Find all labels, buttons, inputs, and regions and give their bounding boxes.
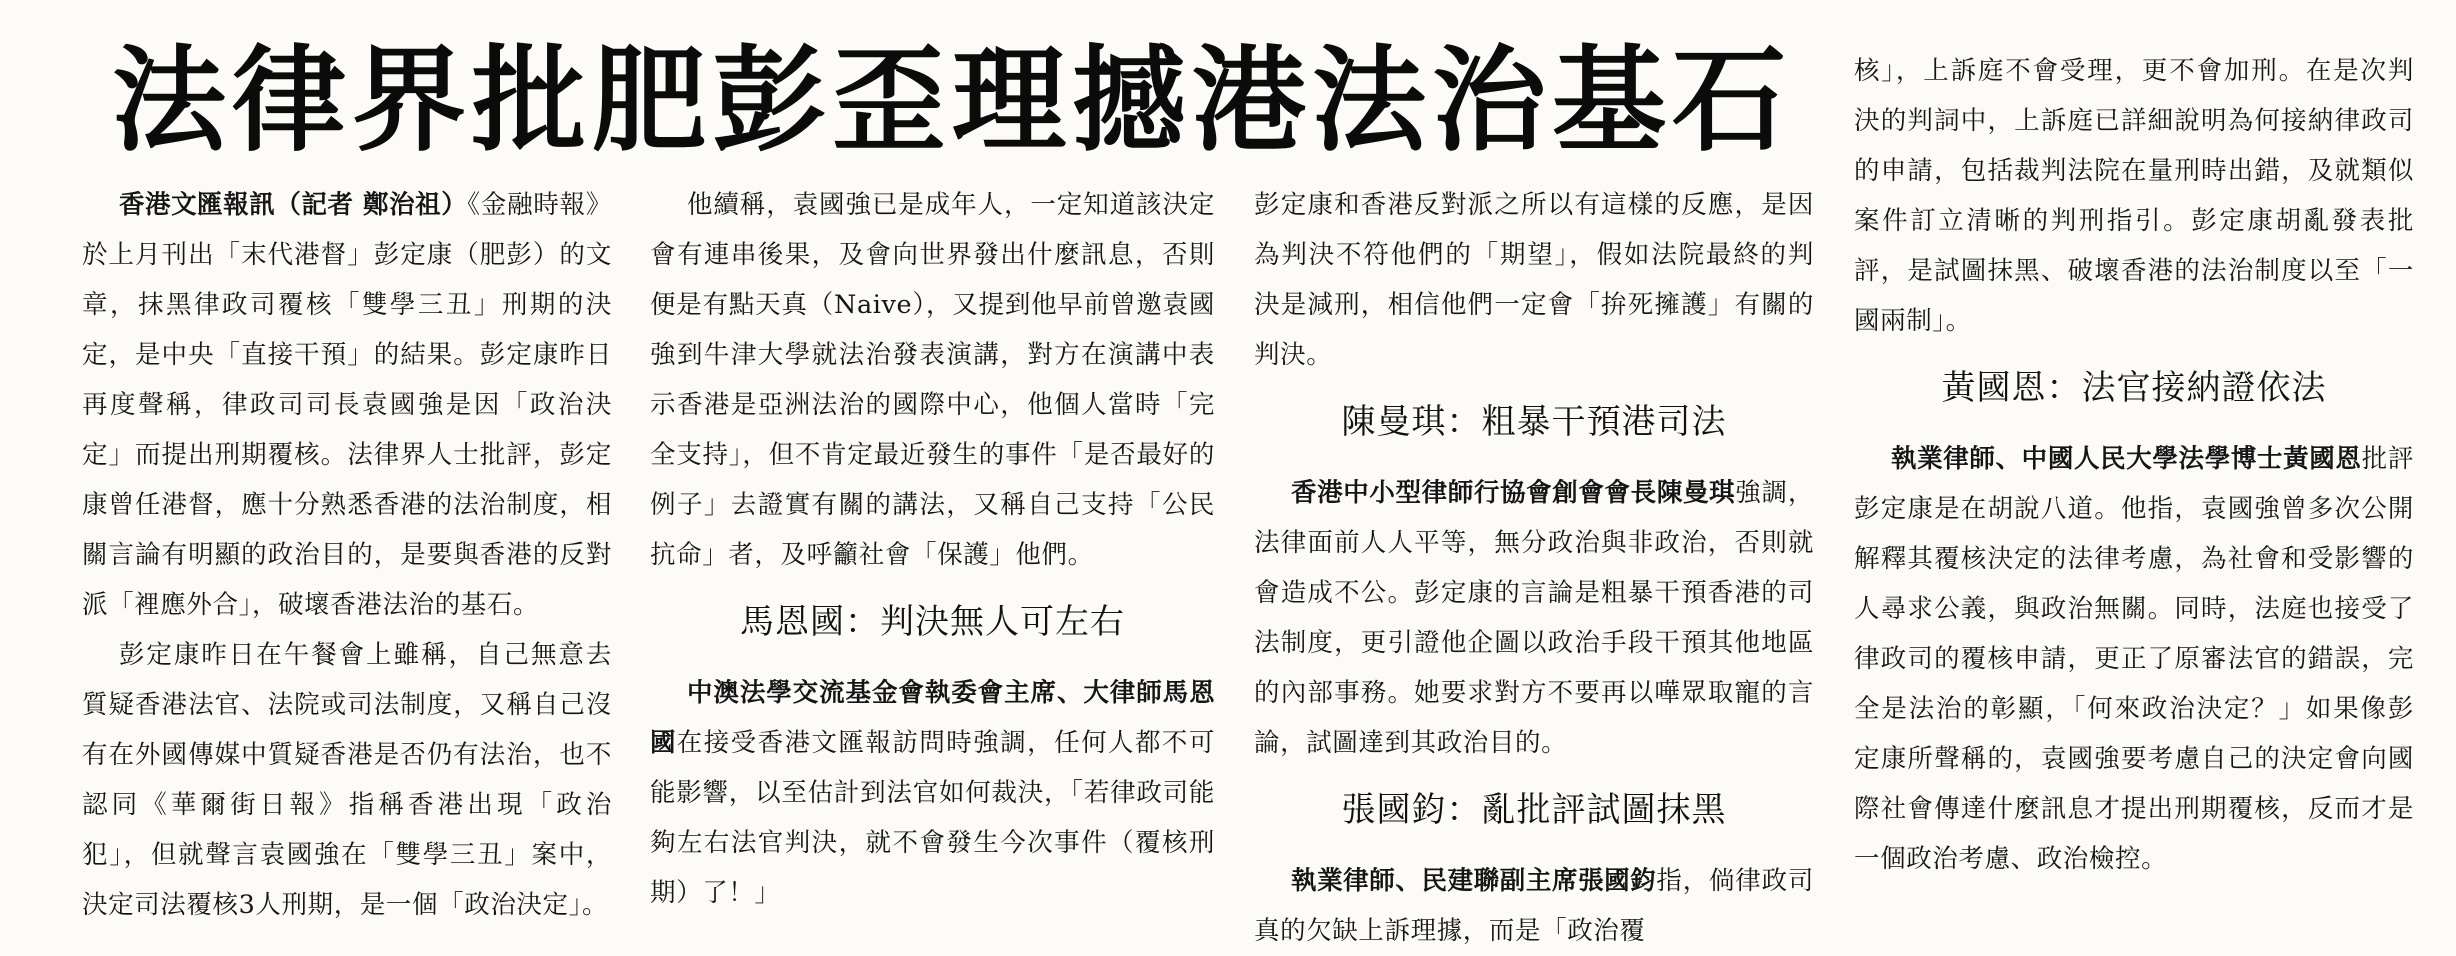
- speaker-name: 執業律師、民建聯副主席張國鈞: [1290, 866, 1657, 896]
- paragraph-text: 在接受香港文匯報訪問時強調，任何人都不可能影響，以至估計到法官如何裁決，「若律政司能夠左右法官判決，就不會發生今次事件（覆核刑期）了！」: [650, 728, 1215, 908]
- paragraph: 彭定康昨日在午餐會上雖稱，自己無意去質疑香港法官、法院或司法制度，又稱自己沒有在外國傳媒中質疑香港是否仍有法治，也不認同《華爾街日報》指稱香港出現「政治犯」，但就聲言袁國強在「雙學三丑」案中，決定司法覆核3人刑期，是一個「政治決定」。: [82, 640, 612, 920]
- article-column-3: [1254, 180, 1814, 946]
- paragraph: [82, 180, 612, 630]
- speaker-name: 執業律師、中國人民大學法學博士黃國恩: [1890, 444, 2362, 474]
- byline: 香港文匯報訊（記者 鄭治祖）: [118, 190, 468, 220]
- paragraph: [1854, 434, 2414, 884]
- paragraph-text: 指，倘律政司真的欠缺上訴理據，而是「政治覆: [1254, 866, 1814, 946]
- speaker-name: 香港中小型律師行協會創會會長陳曼琪: [1290, 478, 1736, 508]
- subheading: 黃國恩：法官接納證依法: [1941, 368, 2327, 408]
- paragraph-text: 強調，法律面前人人平等，無分政治與非政治，否則就會造成不公。彭定康的言論是粗暴干預香港的司法制度，更引證他企圖以政治手段干預其他地區的內部事務。她要求對方不要再以嘩眾取寵的言論，試圖達到其政治目的。: [1254, 478, 1814, 758]
- paragraph-text: 批評彭定康是在胡說八道。他指，袁國強曾多次公開解釋其覆核決定的法律考慮，為社會和受影響的人尋求公義，與政治無關。同時，法庭也接受了律政司的覆核申請，更正了原審法官的錯誤，完全是法治的彰顯，「何來政治決定？」如果像彭定康所聲稱的，袁國強要考慮自己的決定會向國際社會傳達什麼訊息才提出刑期覆核，反而才是一個政治考慮、政治檢控。: [1854, 444, 2415, 874]
- headline: 法律界批肥彭歪理撼港法治基石: [112, 33, 1793, 167]
- paragraph: 他續稱，袁國強已是成年人，一定知道該決定會有連串後果，及會向世界發出什麼訊息，否則便是有點天真（Naive），又提到他早前曾邀袁國強到牛津大學就法治發表演講，對方在演講中表示香港是亞洲法治的國際中心，他個人當時「完全支持」，但不肯定最近發生的事件「是否最好的例子」去證實有關的講法，又稱自己支持「公民抗命」者，及呼籲社會「保護」他們。: [650, 190, 1215, 570]
- paragraph: [1254, 856, 1814, 956]
- subheading: 張國鈞：亂批評試圖抹黑: [1341, 790, 1727, 830]
- paragraph: [1254, 468, 1814, 768]
- subheading: 馬恩國：判決無人可左右: [740, 602, 1125, 642]
- paragraph: 核」，上訴庭不會受理，更不會加刑。在是次判決的判詞中，上訴庭已詳細說明為何接納律政司的申請，包括裁判法院在量刑時出錯，及就類似案件訂立清晰的判刑指引。彭定康胡亂發表批評，是試圖抹黑、破壞香港的法治制度以至「一國兩制」。: [1854, 56, 2414, 336]
- subheading: 陳曼琪：粗暴干預港司法: [1341, 402, 1727, 442]
- paragraph-text: 《金融時報》於上月刊出「末代港督」彭定康（肥彭）的文章，抹黑律政司覆核「雙學三丑」刑期的決定，是中央「直接干預」的結果。彭定康昨日再度聲稱，律政司司長袁國強是因「政治決定」而提出刑期覆核。法律界人士批評，彭定康曾任港督，應十分熟悉香港的法治制度，相關言論有明顯的政治目的，是要與香港的反對派「裡應外合」，破壞香港法治的基石。: [82, 190, 612, 620]
- article-column-4: [1854, 46, 2414, 926]
- article-column-2: [650, 180, 1215, 920]
- speaker-name: 中澳法學交流基金會執委會主席、大律師馬恩國: [650, 678, 1215, 758]
- paragraph: 彭定康和香港反對派之所以有這樣的反應，是因為判決不符他們的「期望」，假如法院最終的判決是減刑，相信他們一定會「拚死擁護」有關的判決。: [1254, 190, 1814, 370]
- article-column-1: [82, 180, 612, 920]
- paragraph: [650, 668, 1215, 918]
